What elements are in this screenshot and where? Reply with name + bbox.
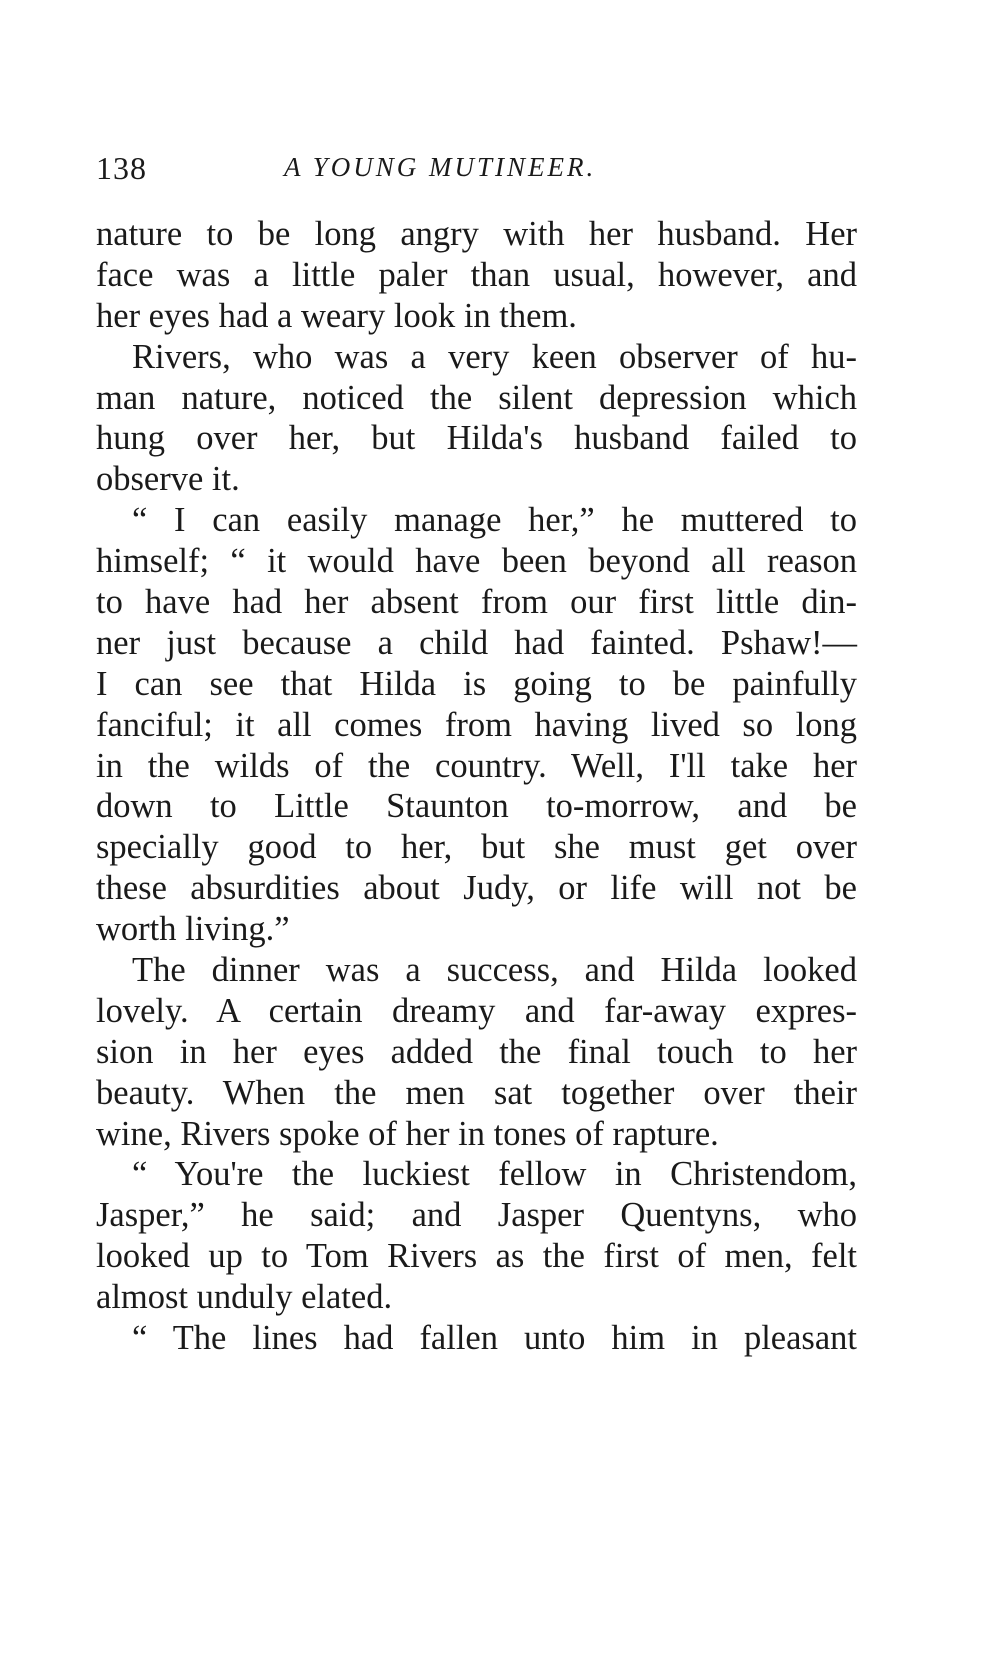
text-line: hung over her, but Hilda's husband failed to [96,419,857,458]
text-line: worth living.” [96,910,290,949]
text-line: nature to be long angry with her husband. Her [96,215,857,253]
text-line: The dinner was a success, and Hilda looked [132,951,857,990]
text-line: ner just because a child had fainted. Pshaw!— [96,623,857,662]
text-line: face was a little paler than usual, however, and [96,255,857,294]
text-line: lovely. A certain dreamy and far-away expres- [96,991,857,1030]
text-line: almost unduly elated. [96,1278,393,1317]
text-line: her eyes had a weary look in them. [96,296,577,335]
text-line: looked up to Tom Rivers as the first of men, felt [96,1237,857,1276]
body-text [96,214,857,1359]
running-head [96,150,856,190]
page-number: 138 [96,150,147,186]
text-line: beauty. When the men sat together over their [96,1073,857,1112]
running-title: A YOUNG MUTINEER. [284,152,597,182]
text-line: “ You're the luckiest fellow in Christendom, [132,1155,857,1194]
text-line: observe it. [96,460,240,499]
text-line: “ I can easily manage her,” he muttered to [132,501,857,540]
text-line: wine, Rivers spoke of her in tones of rapture. [96,1114,719,1153]
text-line: down to Little Staunton to-morrow, and be [96,787,857,826]
text-line: Rivers, who was a very keen observer of hu- [132,337,857,376]
text-line: “ The lines had fallen unto him in pleasant [132,1319,857,1358]
text-line: to have had her absent from our first little din- [96,583,857,622]
text-line: Jasper,” he said; and Jasper Quentyns, who [96,1196,857,1235]
text-line: sion in her eyes added the final touch to her [96,1032,857,1071]
text-line: himself; “ it would have been beyond all reason [96,542,857,581]
text-line: specially good to her, but she must get over [96,828,857,867]
text-line: these absurdities about Judy, or life will not be [96,869,857,908]
text-line: in the wilds of the country. Well, I'll take her [96,746,857,785]
text-line: fanciful; it all comes from having lived so long [96,705,857,744]
text-line: man nature, noticed the silent depression which [96,378,857,417]
text-line: I can see that Hilda is going to be painfully [96,664,857,703]
